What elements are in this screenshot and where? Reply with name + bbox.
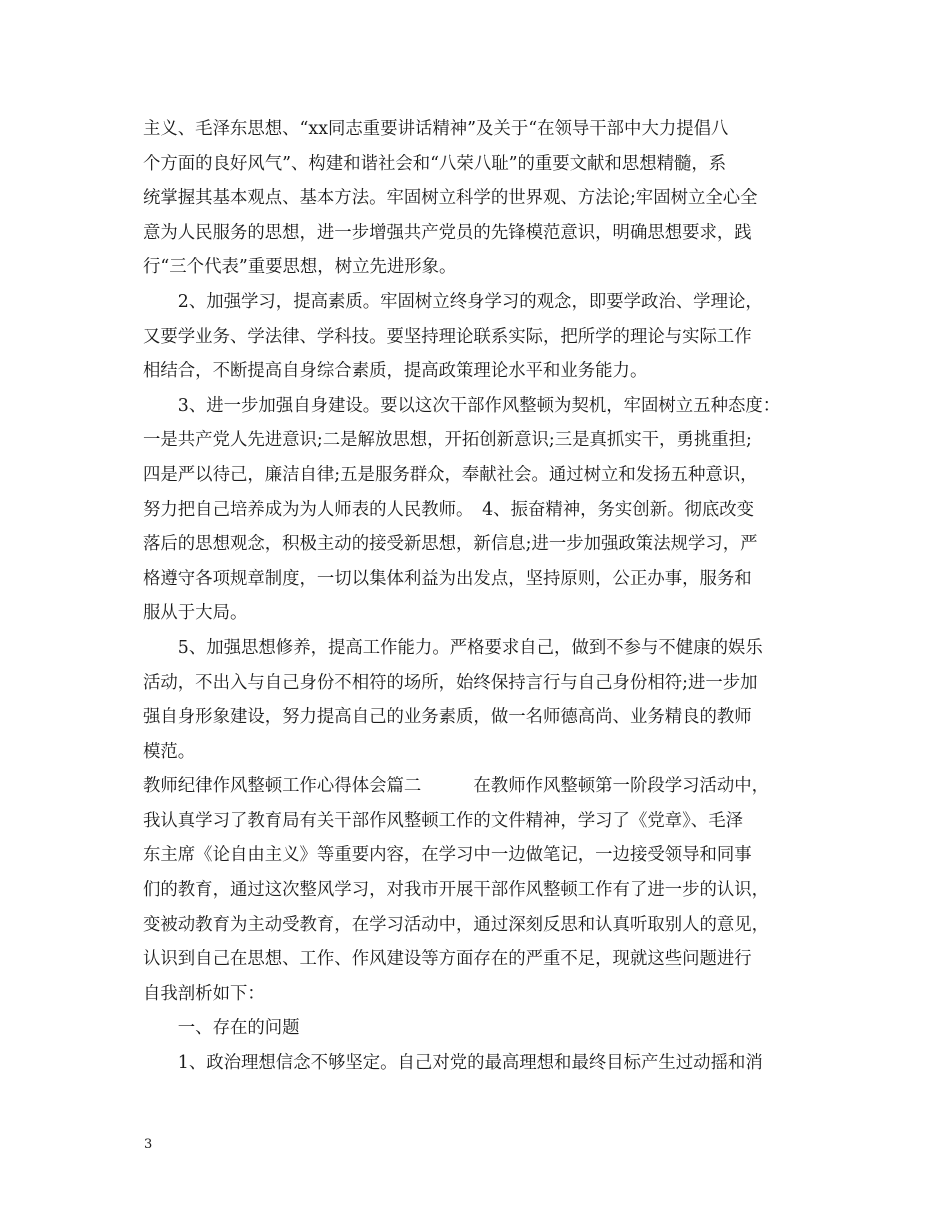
text-line: 意为人民服务的思想，进一步增强共产党员的先锋模范意识，明确思想要求，践 [143, 222, 752, 243]
body-text [143, 112, 823, 1081]
text-line: 5、加强思想修养，提高工作能力。严格要求自己，做到不参与不健康的娱乐 [143, 637, 763, 658]
text-line: 3、进一步加强自身建设。要以这次干部作风整顿为契机，牢固树立五种态度： [143, 395, 781, 416]
text-line: 东主席《论自由主义》等重要内容，在学习中一边做笔记，一边接受领导和同事 [143, 845, 752, 866]
text-line: 自我剖析如下： [143, 983, 265, 1004]
text-line: 主义、毛泽东思想、“xx同志重要讲话精神”及关于“在领导干部中大力提倡八 [143, 119, 729, 139]
text-line: 教师纪律作风整顿工作心得体会篇二 在教师作风整顿第一阶段学习活动中， [143, 776, 770, 797]
text-line: 一是共产党人先进意识;二是解放思想，开拓创新意识;三是真抓实干，勇挑重担; [143, 430, 752, 451]
text-line: 模范。 [143, 741, 196, 762]
text-line: 努力把自己培养成为为人师表的人民教师。 4、振奋精神，务实创新。彻底改变 [143, 499, 755, 520]
text-line: 我认真学习了教育局有关干部作风整顿工作的文件精神，学习了《党章》、毛泽 [143, 810, 743, 831]
text-line: 强自身形象建设，努力提高自己的业务素质，做一名师德高尚、业务精良的教师 [143, 707, 752, 728]
text-line: 服从于大局。 [143, 603, 248, 624]
text-line: 相结合，不断提高自身综合素质，提高政策理论水平和业务能力。 [143, 361, 648, 382]
text-line: 一、存在的问题 [143, 1018, 300, 1039]
text-line: 活动，不出入与自己身份不相符的场所，始终保持言行与自己身份相符;进一步加 [143, 672, 758, 693]
text-line: 行“三个代表”重要思想，树立先进形象。 [143, 257, 457, 278]
page-number: 3 [144, 1137, 153, 1152]
text-line: 认识到自己在思想、工作、作风建设等方面存在的严重不足，现就这些问题进行 [143, 949, 752, 970]
text-line: 又要学业务、学法律、学科技。要坚持理论联系实际，把所学的理论与实际工作 [143, 326, 752, 347]
text-line: 变被动教育为主动受教育，在学习活动中，通过深刻反思和认真听取别人的意见， [143, 914, 770, 935]
text-line: 格遵守各项规章制度，一切以集体利益为出发点，坚持原则，公正办事，服务和 [143, 568, 752, 589]
text-line: 落后的思想观念，积极主动的接受新思想，新信息;进一步加强政策法规学习，严 [143, 534, 758, 555]
text-line: 们的教育，通过这次整风学习，对我市开展干部作风整顿工作有了进一步的认识， [143, 880, 770, 901]
text-line: 2、加强学习，提高素质。牢固树立终身学习的观念，即要学政治、学理论， [143, 291, 763, 312]
text-line: 个方面的良好风气”、构建和谐社会和“八荣八耻”的重要文献和思想精髓，系 [143, 153, 727, 174]
text-line: 1、政治理想信念不够坚定。自己对党的最高理想和最终目标产生过动摇和消 [143, 1053, 763, 1074]
text-line: 四是严以待己，廉洁自律;五是服务群众，奉献社会。通过树立和发扬五种意识， [143, 464, 758, 485]
text-line: 统掌握其基本观点、基本方法。牢固树立科学的世界观、方法论;牢固树立全心全 [143, 188, 758, 209]
